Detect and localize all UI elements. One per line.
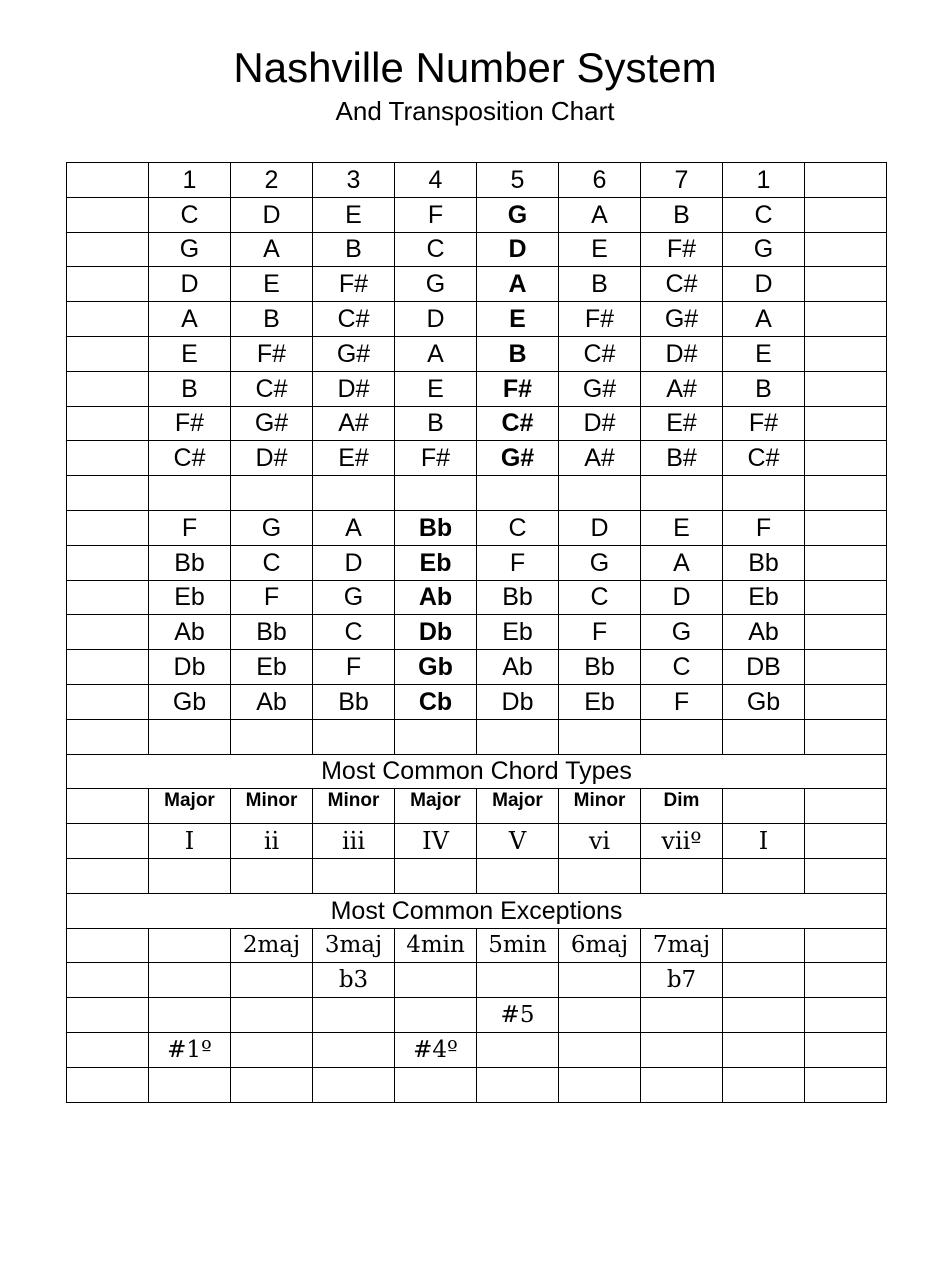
sharp-key-row xyxy=(67,371,887,406)
empty-cell xyxy=(67,1032,149,1067)
chart-cell xyxy=(149,998,231,1033)
chart-cell: B xyxy=(313,232,395,267)
chart-cell: Major xyxy=(395,789,477,824)
empty-cell xyxy=(559,719,641,754)
flat-key-row xyxy=(67,684,887,719)
empty-cell xyxy=(231,719,313,754)
chart-cell: A xyxy=(395,336,477,371)
chart-cell: 1 xyxy=(723,163,805,198)
chart-cell: Eb xyxy=(231,650,313,685)
empty-cell xyxy=(313,476,395,511)
chart-cell: D xyxy=(395,302,477,337)
chart-cell xyxy=(477,1032,559,1067)
spacer-row xyxy=(67,1067,887,1102)
empty-cell xyxy=(149,858,231,893)
empty-cell xyxy=(67,580,149,615)
empty-cell xyxy=(477,476,559,511)
empty-cell xyxy=(805,963,887,998)
chart-cell: 3 xyxy=(313,163,395,198)
exceptions xyxy=(67,893,887,928)
empty-cell xyxy=(805,650,887,685)
empty-cell xyxy=(805,336,887,371)
empty-cell xyxy=(805,267,887,302)
chart-cell: 3maj xyxy=(313,928,395,963)
empty-cell xyxy=(67,302,149,337)
chart-cell: Bb xyxy=(149,545,231,580)
chart-cell: vi xyxy=(559,824,641,859)
chart-cell xyxy=(231,963,313,998)
chart-cell: Bb xyxy=(723,545,805,580)
chart-cell: Eb xyxy=(477,615,559,650)
chart-cell: I xyxy=(723,824,805,859)
empty-cell xyxy=(395,858,477,893)
empty-cell xyxy=(231,858,313,893)
exception-row xyxy=(67,1032,887,1067)
chart-cell: E xyxy=(477,302,559,337)
empty-cell xyxy=(805,824,887,859)
empty-cell xyxy=(67,441,149,476)
sharp-key-row xyxy=(67,406,887,441)
chart-cell: Bb xyxy=(559,650,641,685)
chart-cell: F xyxy=(313,650,395,685)
empty-cell xyxy=(67,650,149,685)
exceptions-heading: Most Common Exceptions xyxy=(67,893,887,928)
empty-cell xyxy=(67,615,149,650)
chart-cell: F xyxy=(149,510,231,545)
chart-cell: A# xyxy=(641,371,723,406)
empty-cell xyxy=(805,858,887,893)
empty-cell xyxy=(67,232,149,267)
chart-cell: Cb xyxy=(395,684,477,719)
empty-cell xyxy=(67,1067,149,1102)
empty-cell xyxy=(395,719,477,754)
chart-cell: Dim xyxy=(641,789,723,824)
chart-cell: E xyxy=(313,197,395,232)
chart-cell: A xyxy=(477,267,559,302)
chart-cell: C# xyxy=(313,302,395,337)
flat-key-row xyxy=(67,580,887,615)
empty-cell xyxy=(67,928,149,963)
chart-cell xyxy=(723,928,805,963)
exception-row xyxy=(67,998,887,1033)
chart-cell: Major xyxy=(149,789,231,824)
chart-cell: D xyxy=(231,197,313,232)
empty-cell xyxy=(805,545,887,580)
chart-cell: G xyxy=(641,615,723,650)
chart-cell: 1 xyxy=(149,163,231,198)
empty-cell xyxy=(805,510,887,545)
chart-cell: F# xyxy=(231,336,313,371)
chart-cell: C xyxy=(559,580,641,615)
chart-cell: F# xyxy=(395,441,477,476)
chart-cell: C# xyxy=(641,267,723,302)
chart-cell: DB xyxy=(723,650,805,685)
chart-cell: I xyxy=(149,824,231,859)
chart-cell xyxy=(395,963,477,998)
empty-cell xyxy=(67,267,149,302)
empty-cell xyxy=(149,719,231,754)
empty-cell xyxy=(805,232,887,267)
chart-cell: D xyxy=(477,232,559,267)
empty-cell xyxy=(805,371,887,406)
chart-cell: Db xyxy=(149,650,231,685)
chart-cell: C# xyxy=(477,406,559,441)
chart-cell: F# xyxy=(313,267,395,302)
chart-cell: C xyxy=(641,650,723,685)
chart-cell: 5min xyxy=(477,928,559,963)
exception-row xyxy=(67,928,887,963)
empty-cell xyxy=(231,1067,313,1102)
empty-cell xyxy=(477,719,559,754)
empty-cell xyxy=(723,858,805,893)
empty-cell xyxy=(67,476,149,511)
chart-cell: B xyxy=(477,336,559,371)
chart-cell: G# xyxy=(313,336,395,371)
empty-cell xyxy=(805,302,887,337)
chart-cell: 2 xyxy=(231,163,313,198)
chart-cell: Eb xyxy=(723,580,805,615)
chart-cell: E# xyxy=(641,406,723,441)
empty-cell xyxy=(641,476,723,511)
empty-cell xyxy=(67,963,149,998)
empty-cell xyxy=(231,476,313,511)
chart-cell: #1º xyxy=(149,1032,231,1067)
empty-cell xyxy=(67,406,149,441)
chart-cell: D xyxy=(559,510,641,545)
empty-cell xyxy=(395,476,477,511)
chart-cell: Minor xyxy=(559,789,641,824)
chart-cell: F xyxy=(723,510,805,545)
chart-cell: G xyxy=(723,232,805,267)
chord-types-heading: Most Common Chord Types xyxy=(67,754,887,789)
flat-key-row xyxy=(67,545,887,580)
chart-cell xyxy=(313,1032,395,1067)
chart-cell: G# xyxy=(559,371,641,406)
chart-cell: 4 xyxy=(395,163,477,198)
chart-cell: C xyxy=(313,615,395,650)
chart-cell: G xyxy=(477,197,559,232)
chart-cell: E xyxy=(149,336,231,371)
chart-cell: G# xyxy=(231,406,313,441)
chart-cell: B xyxy=(149,371,231,406)
chart-cell: E xyxy=(641,510,723,545)
empty-cell xyxy=(67,684,149,719)
chart-cell xyxy=(231,1032,313,1067)
chart-cell: E xyxy=(559,232,641,267)
chart-cell xyxy=(723,963,805,998)
chart-cell xyxy=(641,1032,723,1067)
chart-cell: A xyxy=(149,302,231,337)
empty-cell xyxy=(805,789,887,824)
chart-cell: Minor xyxy=(313,789,395,824)
chart-cell: C xyxy=(723,197,805,232)
chart-cell: F xyxy=(559,615,641,650)
empty-cell xyxy=(67,197,149,232)
chart-cell: B xyxy=(723,371,805,406)
chart-cell: Minor xyxy=(231,789,313,824)
empty-cell xyxy=(67,336,149,371)
empty-cell xyxy=(805,1067,887,1102)
chart-cell: A xyxy=(313,510,395,545)
chart-cell: B xyxy=(231,302,313,337)
empty-cell xyxy=(477,1067,559,1102)
empty-cell xyxy=(805,197,887,232)
chart-cell: B xyxy=(559,267,641,302)
chart-cell: Db xyxy=(477,684,559,719)
chart-cell xyxy=(477,963,559,998)
chart-cell: D# xyxy=(559,406,641,441)
chart-cell: 5 xyxy=(477,163,559,198)
flat-key-row xyxy=(67,650,887,685)
chart-cell: C# xyxy=(723,441,805,476)
empty-cell xyxy=(477,858,559,893)
chart-cell: C# xyxy=(149,441,231,476)
chart-cell: A# xyxy=(559,441,641,476)
sharp-key-row xyxy=(67,336,887,371)
empty-cell xyxy=(67,858,149,893)
chart-cell xyxy=(149,928,231,963)
chart-cell: F xyxy=(477,545,559,580)
chart-cell: Bb xyxy=(313,684,395,719)
chart-cell: ii xyxy=(231,824,313,859)
empty-cell xyxy=(395,1067,477,1102)
chart-cell: iii xyxy=(313,824,395,859)
chord-types xyxy=(67,754,887,789)
page-subtitle: And Transposition Chart xyxy=(335,96,615,126)
empty-cell xyxy=(723,719,805,754)
spacer-row xyxy=(67,719,887,754)
chart-cell: 4min xyxy=(395,928,477,963)
chart-cell: D xyxy=(149,267,231,302)
chart-cell: G xyxy=(395,267,477,302)
chart-cell xyxy=(149,963,231,998)
chart-cell: Bb xyxy=(477,580,559,615)
empty-cell xyxy=(723,1067,805,1102)
empty-cell xyxy=(805,928,887,963)
chart-cell: Eb xyxy=(149,580,231,615)
chart-cell: Ab xyxy=(149,615,231,650)
chart-cell: 6maj xyxy=(559,928,641,963)
chart-cell: G# xyxy=(641,302,723,337)
empty-cell xyxy=(559,1067,641,1102)
chord-quality-row xyxy=(67,789,887,824)
empty-cell xyxy=(559,476,641,511)
chart-cell: V xyxy=(477,824,559,859)
empty-cell xyxy=(805,998,887,1033)
empty-cell xyxy=(805,1032,887,1067)
chart-cell: G xyxy=(149,232,231,267)
empty-cell xyxy=(67,719,149,754)
chart-cell xyxy=(231,998,313,1033)
chart-cell: F# xyxy=(559,302,641,337)
chart-cell: F# xyxy=(723,406,805,441)
chart-cell: Gb xyxy=(395,650,477,685)
spacer-row xyxy=(67,858,887,893)
chart-cell: D# xyxy=(641,336,723,371)
chart-cell xyxy=(313,998,395,1033)
chart-cell: 6 xyxy=(559,163,641,198)
chart-cell: Ab xyxy=(477,650,559,685)
chart-cell: F xyxy=(231,580,313,615)
chart-cell xyxy=(559,998,641,1033)
empty-cell xyxy=(641,1067,723,1102)
empty-cell xyxy=(805,406,887,441)
chart-cell xyxy=(723,998,805,1033)
empty-cell xyxy=(723,476,805,511)
chart-cell: Db xyxy=(395,615,477,650)
empty-cell xyxy=(805,719,887,754)
sharp-key-row xyxy=(67,232,887,267)
chart-cell xyxy=(723,789,805,824)
exception-row xyxy=(67,963,887,998)
empty-cell xyxy=(67,789,149,824)
chart-cell: F# xyxy=(477,371,559,406)
chart-cell: G xyxy=(313,580,395,615)
chart-cell: A xyxy=(723,302,805,337)
chart-cell: C xyxy=(231,545,313,580)
chart-cell: Major xyxy=(477,789,559,824)
empty-cell xyxy=(805,580,887,615)
chart-cell: F# xyxy=(641,232,723,267)
chart-cell: G# xyxy=(477,441,559,476)
empty-cell xyxy=(67,545,149,580)
chart-cell: G xyxy=(559,545,641,580)
chart-cell: b3 xyxy=(313,963,395,998)
empty-cell xyxy=(313,1067,395,1102)
chart-cell xyxy=(641,998,723,1033)
chart-cell: C xyxy=(149,197,231,232)
chart-cell: D# xyxy=(231,441,313,476)
number-row xyxy=(67,163,887,198)
chart-cell: IV xyxy=(395,824,477,859)
chart-cell: #4º xyxy=(395,1032,477,1067)
empty-cell xyxy=(67,163,149,198)
chart-cell: A xyxy=(231,232,313,267)
chart-cell: 7maj xyxy=(641,928,723,963)
empty-cell xyxy=(149,476,231,511)
chart-cell: b7 xyxy=(641,963,723,998)
empty-cell xyxy=(67,824,149,859)
chart-cell: Bb xyxy=(231,615,313,650)
chart-cell: A xyxy=(559,197,641,232)
chart-cell: G xyxy=(231,510,313,545)
chart-cell: B# xyxy=(641,441,723,476)
chart-cell: F xyxy=(641,684,723,719)
chart-cell: Eb xyxy=(395,545,477,580)
chart-cell: E xyxy=(723,336,805,371)
chart-cell: E# xyxy=(313,441,395,476)
roman-numeral-row xyxy=(67,824,887,859)
chart-cell: Ab xyxy=(723,615,805,650)
chart-cell: D xyxy=(313,545,395,580)
chart-cell: B xyxy=(641,197,723,232)
empty-cell xyxy=(805,684,887,719)
chart-cell xyxy=(395,998,477,1033)
empty-cell xyxy=(559,858,641,893)
chart-cell: C# xyxy=(231,371,313,406)
flat-key-row xyxy=(67,615,887,650)
chart-cell: C xyxy=(477,510,559,545)
chart-cell xyxy=(559,963,641,998)
empty-cell xyxy=(67,510,149,545)
chart-cell: D# xyxy=(313,371,395,406)
sharp-key-row xyxy=(67,267,887,302)
chart-cell: #5 xyxy=(477,998,559,1033)
chart-cell: Ab xyxy=(231,684,313,719)
chart-cell: E xyxy=(231,267,313,302)
empty-cell xyxy=(67,998,149,1033)
empty-cell xyxy=(805,441,887,476)
chart-cell xyxy=(723,1032,805,1067)
empty-cell xyxy=(641,719,723,754)
sharp-key-row xyxy=(67,197,887,232)
chart-cell: Bb xyxy=(395,510,477,545)
chart-cell: C xyxy=(395,232,477,267)
chart-cell: D xyxy=(641,580,723,615)
empty-cell xyxy=(313,858,395,893)
chart-cell: Gb xyxy=(723,684,805,719)
empty-cell xyxy=(641,858,723,893)
chart-cell: F# xyxy=(149,406,231,441)
chart-cell: C# xyxy=(559,336,641,371)
flat-key-row xyxy=(67,510,887,545)
empty-cell xyxy=(805,163,887,198)
empty-cell xyxy=(313,719,395,754)
chart-cell: D xyxy=(723,267,805,302)
chart-cell: 7 xyxy=(641,163,723,198)
chart-cell: E xyxy=(395,371,477,406)
empty-cell xyxy=(805,476,887,511)
sharp-key-row xyxy=(67,441,887,476)
chart-cell: viiº xyxy=(641,824,723,859)
empty-cell xyxy=(149,1067,231,1102)
sharp-key-row xyxy=(67,302,887,337)
chart-cell: A# xyxy=(313,406,395,441)
empty-cell xyxy=(67,371,149,406)
chart-cell: Eb xyxy=(559,684,641,719)
chart-cell xyxy=(559,1032,641,1067)
page-title: Nashville Number System xyxy=(233,44,717,91)
spacer-row xyxy=(67,476,887,511)
chart-cell: A xyxy=(641,545,723,580)
chart-cell: Gb xyxy=(149,684,231,719)
empty-cell xyxy=(805,615,887,650)
chart-cell: F xyxy=(395,197,477,232)
chart-cell: Ab xyxy=(395,580,477,615)
chart-cell: 2maj xyxy=(231,928,313,963)
transposition-table xyxy=(66,162,887,1103)
chart-cell: B xyxy=(395,406,477,441)
